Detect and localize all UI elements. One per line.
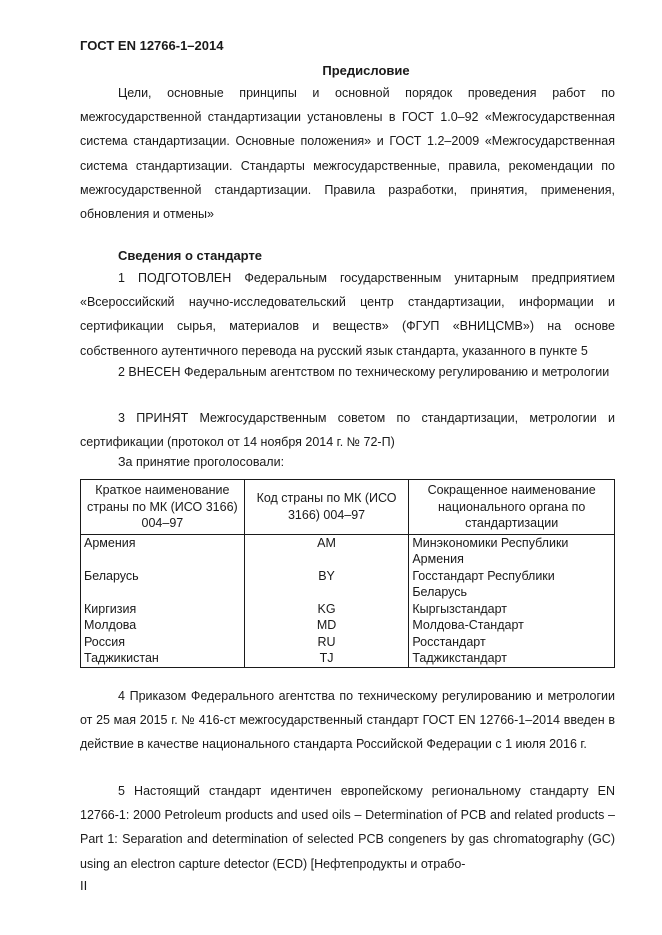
standards-body: Кыргызстандарт — [409, 601, 615, 618]
table-row — [81, 650, 615, 667]
info-item-2: 2 ВНЕСЕН Федеральным агентством по техническому регулированию и метрологии — [118, 365, 610, 379]
info-item-4: 4 Приказом Федерального агентства по техническому регулированию и метрологии от 25 мая 2015 г. № 416-ст межгосударственный стандарт ГОСТ EN 12766-1–2014 введен в действие в качестве национального стандарта Российской Федерации с 1 июля 2016 г. — [80, 689, 615, 752]
country-code: BY — [244, 568, 409, 601]
table-row — [81, 617, 615, 634]
vote-intro: За принятие проголосовали: — [118, 455, 285, 469]
info-item-1: 1 ПОДГОТОВЛЕН Федеральным государственным унитарным предприятием «Всероссийский научно-исследовательский центр стандартизации, информации и сертификации сырья, материалов и веществ» (ФГУП «ВНИЦСМВ») на основе собственного аутентичного перевода на русский язык стандарта, указанного в пункте 5 — [80, 271, 615, 358]
country-code: TJ — [244, 650, 409, 667]
standards-body: Молдова-Стандарт — [409, 617, 615, 634]
country-code: RU — [244, 634, 409, 651]
country-code: MD — [244, 617, 409, 634]
column-header-country: Краткое наименование страны по МК (ИСО 3166) 004–97 — [81, 480, 245, 535]
standards-body: Таджикстандарт — [409, 650, 615, 667]
column-header-body: Сокращенное наименование национального органа по стандартизации — [409, 480, 615, 535]
page-number: II — [80, 878, 88, 893]
document-header: ГОСТ EN 12766-1–2014 — [80, 38, 224, 53]
country-name: Таджикистан — [81, 650, 245, 667]
info-item-3: 3 ПРИНЯТ Межгосударственным советом по стандартизации, метрологии и сертификации (протокол от 14 ноября 2014 г. № 72-П) — [80, 411, 615, 450]
foreword-paragraph: Цели, основные принципы и основной порядок проведения работ по межгосударственной стандартизации установлены в ГОСТ 1.0–92 «Межгосударственная система стандартизации. Основные положения» и ГОСТ 1.2–2009 «Межгосударственная система стандартизации. Стандарты межгосударственные, правила, рекомендации по межгосударственной стандартизации. Правила разработки, принятия, применения, обновления и отмены» — [80, 86, 615, 222]
standards-body: Госстандарт Республики Беларусь — [409, 568, 615, 601]
table-header-row — [81, 480, 615, 535]
country-name: Молдова — [81, 617, 245, 634]
standards-body: Минэкономики Республики Армения — [409, 534, 615, 568]
foreword-title: Предисловие — [322, 63, 410, 78]
country-code: AM — [244, 534, 409, 568]
country-name: Киргизия — [81, 601, 245, 618]
info-item-5: 5 Настоящий стандарт идентичен европейскому региональному стандарту EN 12766-1: 2000 Petroleum products and used oils – Determination of PCB and related products – Part 1: Separation and determination of selected PCB congeners by gas chromatography (GC) using an electron capture detector (ECD) [Нефтепродукты и отрабо- — [80, 784, 615, 871]
standard-info-heading: Сведения о стандарте — [118, 248, 263, 263]
voting-countries-table — [80, 479, 615, 668]
column-header-code: Код страны по МК (ИСО 3166) 004–97 — [244, 480, 409, 535]
table-row — [81, 534, 615, 568]
country-name: Беларусь — [81, 568, 245, 601]
standards-body: Росстандарт — [409, 634, 615, 651]
table-row — [81, 634, 615, 651]
country-name: Армения — [81, 534, 245, 568]
table-row — [81, 568, 615, 601]
table-row — [81, 601, 615, 618]
country-name: Россия — [81, 634, 245, 651]
country-code: KG — [244, 601, 409, 618]
